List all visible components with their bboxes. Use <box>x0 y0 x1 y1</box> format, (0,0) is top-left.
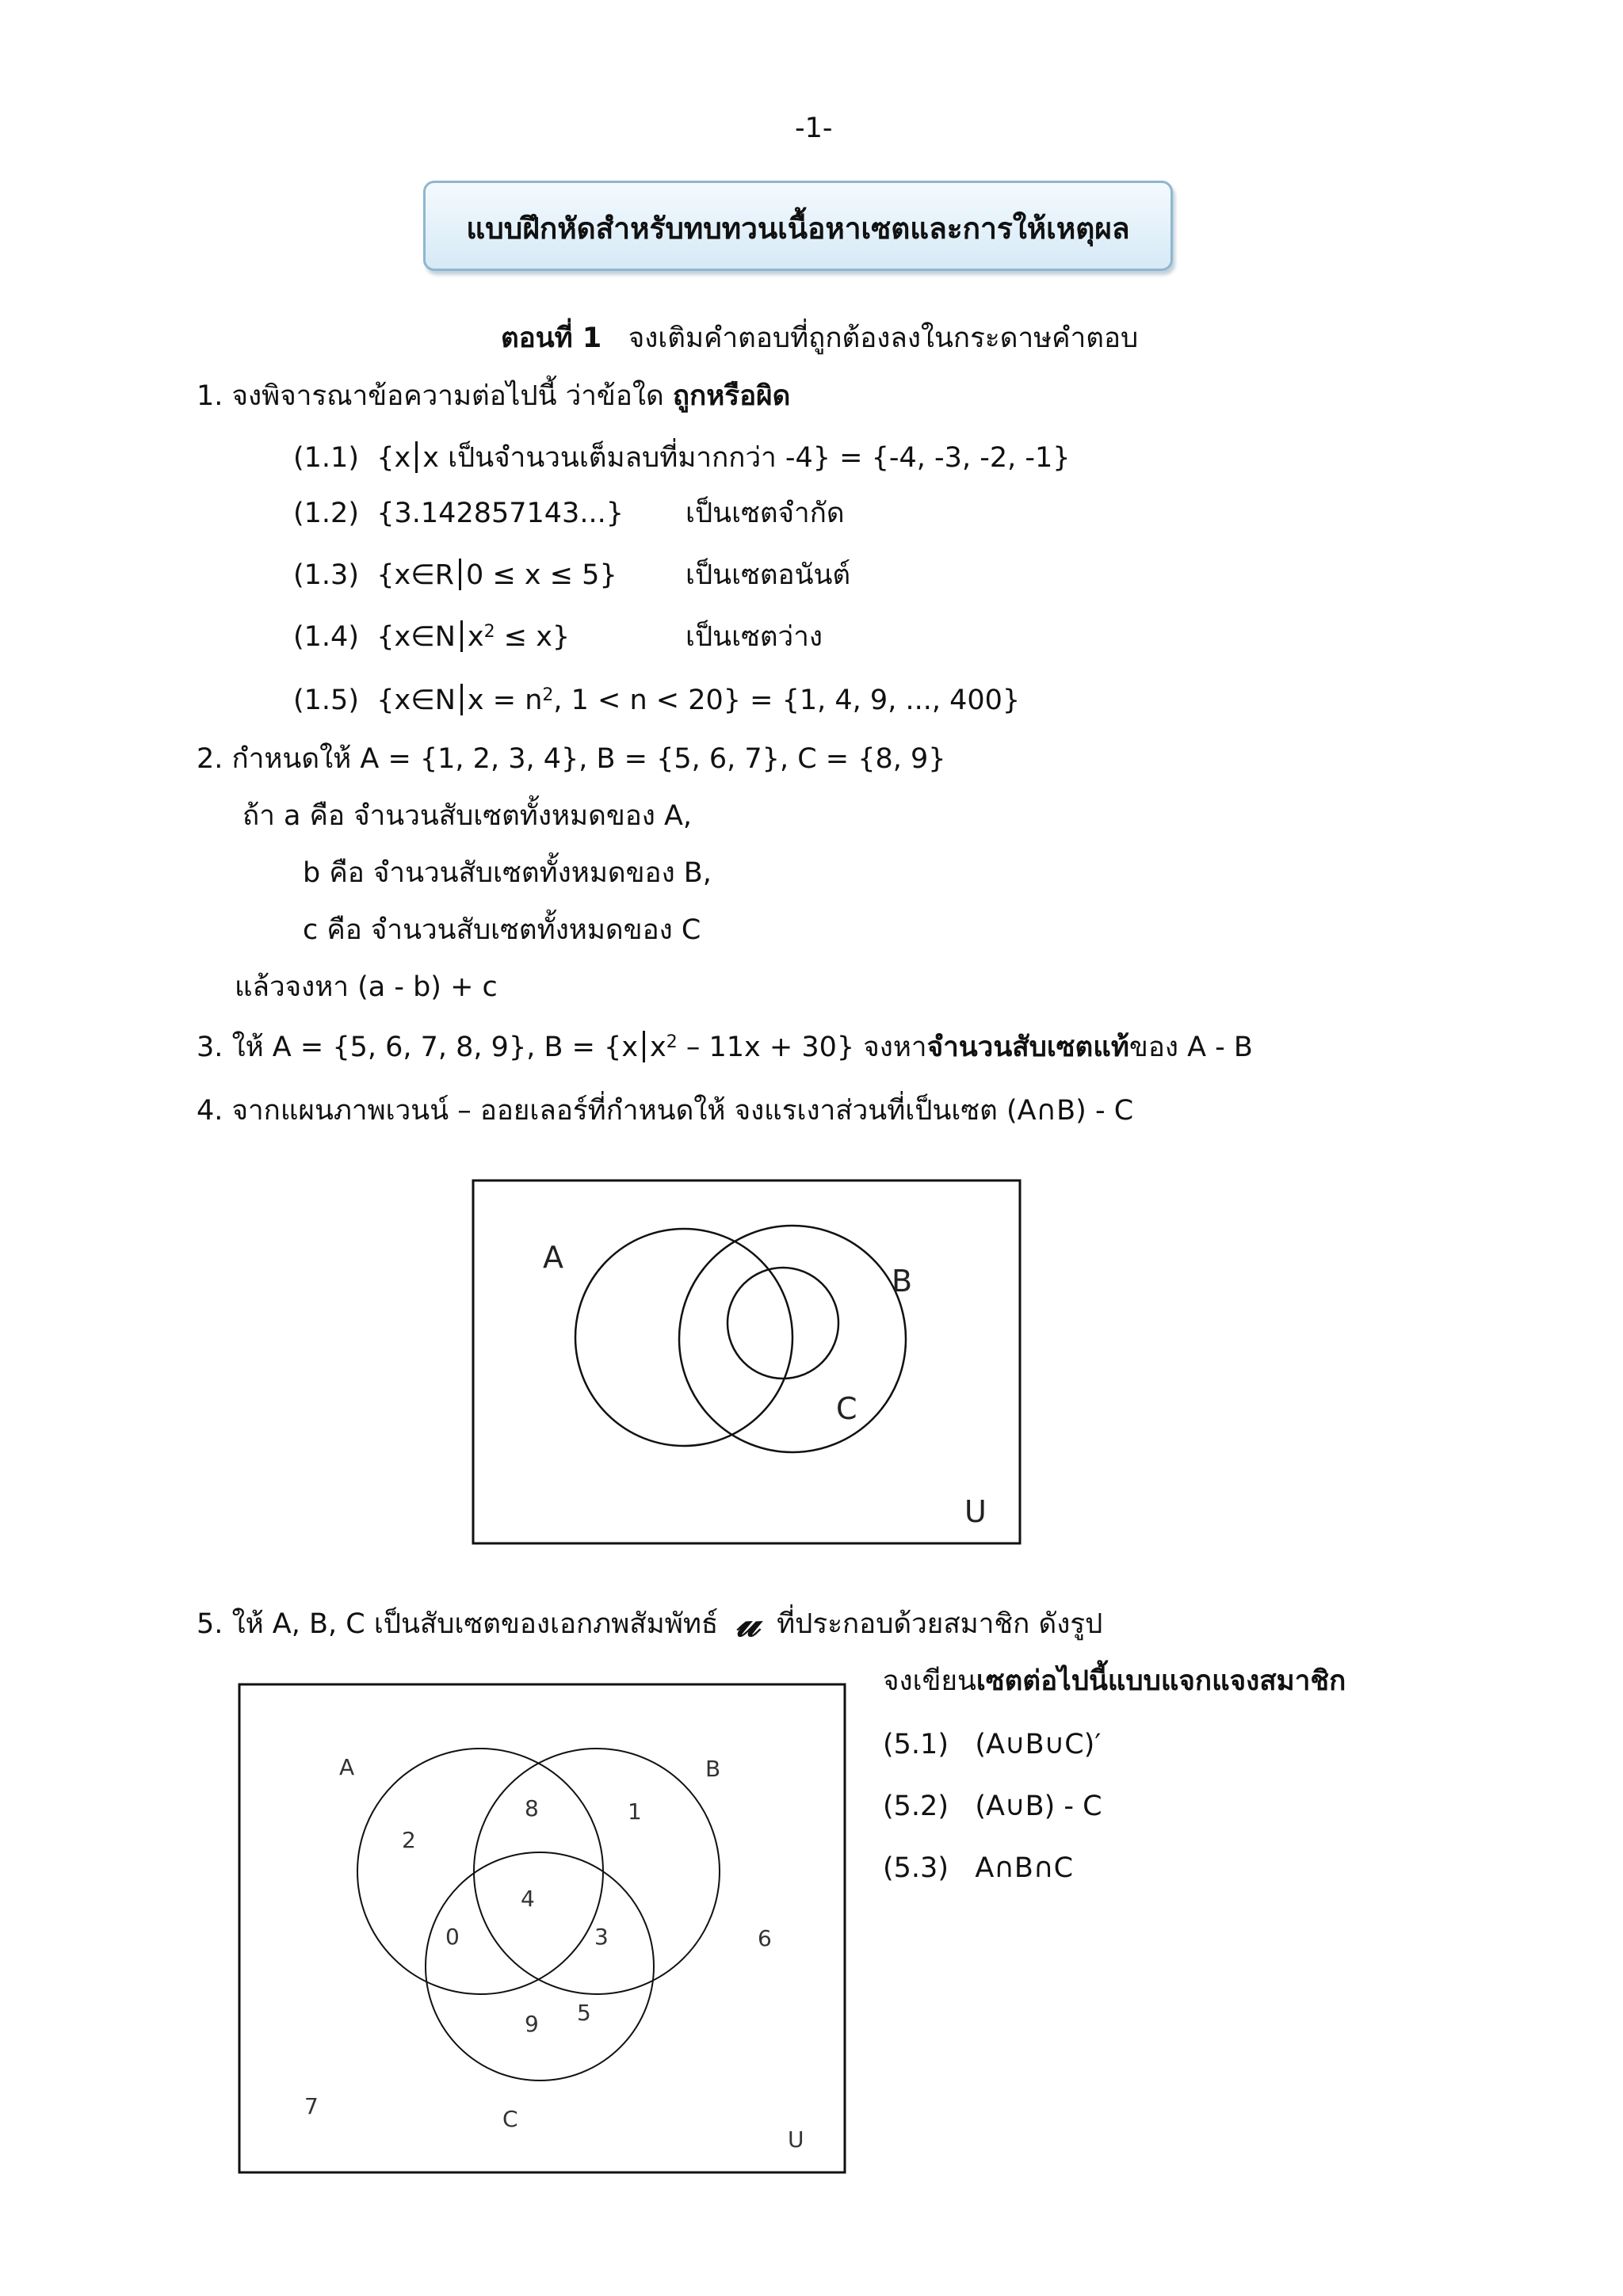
label-b: B <box>892 1264 913 1299</box>
item-number: (5.2) <box>883 1791 949 1822</box>
circle-c <box>727 1268 838 1379</box>
circle-b <box>474 1749 720 1994</box>
part-instruction: จงเติมคำตอบที่ถูกต้องลงในกระดาษคำตอบ <box>628 322 1139 354</box>
element-2: 2 <box>402 1827 416 1853</box>
q5-text: 5. ให้ A, B, C เป็นสับเซตของเอกภพสัมพัทธ์ <box>197 1608 719 1640</box>
q1-item-2 <box>293 496 624 531</box>
set-condition: x เป็นจำนวนเต็มลบที่มากกว่า -4} = {-4, -3, -2, -1} <box>422 442 1071 474</box>
exponent: 2 <box>542 685 554 705</box>
q5-sub-2 <box>883 1789 1102 1824</box>
element-8: 8 <box>525 1795 539 1821</box>
q4: 4. จากแผนภาพเวนน์ – ออยเลอร์ที่กำหนดให้ จงแรเงาส่วนที่เป็นเซต (A∩B) - C <box>197 1095 1134 1127</box>
q5-instr-prefix: จงเขียน <box>883 1665 976 1697</box>
such-that-bar <box>460 684 463 715</box>
q2-line-1: 2. กำหนดให้ A = {1, 2, 3, 4}, B = {5, 6, 7}, C = {8, 9} <box>197 743 946 775</box>
universe-symbol: 𝓊 <box>735 1598 759 1646</box>
part-label: ตอนที่ 1 <box>501 322 602 354</box>
element-7: 7 <box>304 2093 319 2119</box>
q1-item-3-desc: เป็นเซตอนันต์ <box>685 559 851 591</box>
set-variable: x = n <box>467 685 543 716</box>
such-that-bar <box>460 620 463 652</box>
q1-item-1 <box>293 441 1071 475</box>
q1-item-4 <box>293 620 570 654</box>
item-number: (1.5) <box>293 685 359 716</box>
set-expression: (A∪B) - C <box>975 1791 1102 1822</box>
set-condition: 0 ≤ x ≤ 5} <box>466 559 617 591</box>
q1-item-2-desc: เป็นเซตจำกัด <box>685 498 845 529</box>
item-number: (1.4) <box>293 621 359 653</box>
such-that-bar <box>415 441 418 473</box>
q5-text-2: ที่ประกอบด้วยสมาชิก ดังรูป <box>777 1608 1103 1640</box>
label-b: B <box>705 1756 721 1782</box>
q3-variable: x <box>650 1032 666 1063</box>
q3-part-c: – 11x + 30} จงหา <box>677 1032 927 1063</box>
q2-line-3: b คือ จำนวนสับเซตทั้งหมดของ B, <box>303 857 712 889</box>
element-3: 3 <box>594 1924 609 1950</box>
q1-prefix: 1. จงพิจารณาข้อความต่อไปนี้ ว่าข้อใด <box>197 380 664 412</box>
label-c: C <box>836 1391 857 1426</box>
q1-bold: ถูกหรือผิด <box>672 380 791 412</box>
set-variable: x <box>467 621 484 653</box>
set-open: {x <box>376 442 411 474</box>
set-expression: {3.142857143...} <box>376 498 624 529</box>
q5-prompt <box>197 1598 1103 1646</box>
q3-part-a: 3. ให้ A = {5, 6, 7, 8, 9}, B = {x <box>197 1032 639 1063</box>
item-number: (5.1) <box>883 1729 949 1760</box>
venn-diagram-2 <box>238 1683 848 2176</box>
element-6: 6 <box>758 1925 772 1951</box>
set-open: {x∈N <box>376 621 456 653</box>
element-4: 4 <box>521 1886 535 1912</box>
part-heading <box>501 321 1138 356</box>
label-u: U <box>964 1494 987 1529</box>
page-title: แบบฝึกหัดสำหรับทบทวนเนื้อหาเซตและการให้เหตุผล <box>466 212 1130 246</box>
element-1: 1 <box>628 1798 642 1825</box>
such-that-bar <box>643 1031 645 1062</box>
label-u: U <box>788 2126 804 2153</box>
set-expression: A∩B∩C <box>975 1852 1074 1884</box>
set-expression: (A∪B∪C)′ <box>975 1729 1102 1760</box>
q1-item-4-desc: เป็นเซตว่าง <box>685 621 823 653</box>
label-c: C <box>502 2106 518 2132</box>
circle-a <box>357 1749 603 1994</box>
q3-part-d: ของ A - B <box>1128 1032 1253 1063</box>
q2-line-5: แล้วจงหา (a - b) + c <box>235 971 498 1003</box>
label-a: A <box>339 1754 355 1780</box>
set-open: {x∈R <box>376 559 455 591</box>
item-number: (1.1) <box>293 442 359 474</box>
circle-a <box>575 1229 792 1446</box>
item-number: (1.2) <box>293 498 359 529</box>
exponent: 2 <box>666 1032 678 1052</box>
item-number: (5.3) <box>883 1852 949 1884</box>
q1-item-5 <box>293 683 1020 718</box>
universe-box <box>239 1684 845 2172</box>
set-condition: ≤ x} <box>495 621 571 653</box>
element-9: 9 <box>525 2011 539 2037</box>
q3-bold: จำนวนสับเซตแท้ <box>926 1032 1129 1063</box>
q1-item-3 <box>293 558 617 593</box>
set-condition: , 1 < n < 20} = {1, 4, 9, ..., 400} <box>553 685 1021 716</box>
set-open: {x∈N <box>376 685 456 716</box>
such-that-bar <box>459 559 461 590</box>
circle-c <box>426 1852 654 2081</box>
venn-diagram-1 <box>472 1179 1022 1545</box>
exponent: 2 <box>483 622 495 642</box>
q2-line-4: c คือ จำนวนสับเซตทั้งหมดของ C <box>303 914 701 946</box>
element-0: 0 <box>445 1924 460 1950</box>
label-a: A <box>543 1240 563 1275</box>
q1-prompt <box>197 379 790 414</box>
title-banner <box>423 181 1173 271</box>
q5-sub-1 <box>883 1727 1101 1762</box>
q5-instruction <box>883 1664 1346 1699</box>
element-5: 5 <box>577 2000 591 2026</box>
q5-sub-3 <box>883 1851 1073 1886</box>
q2-line-2: ถ้า a คือ จำนวนสับเซตทั้งหมดของ A, <box>242 800 693 832</box>
q5-instr-bold: เซตต่อไปนี้แบบแจกแจงสมาชิก <box>976 1665 1346 1697</box>
q3 <box>197 1030 1253 1065</box>
page-number: -1- <box>795 113 833 144</box>
item-number: (1.3) <box>293 559 359 591</box>
